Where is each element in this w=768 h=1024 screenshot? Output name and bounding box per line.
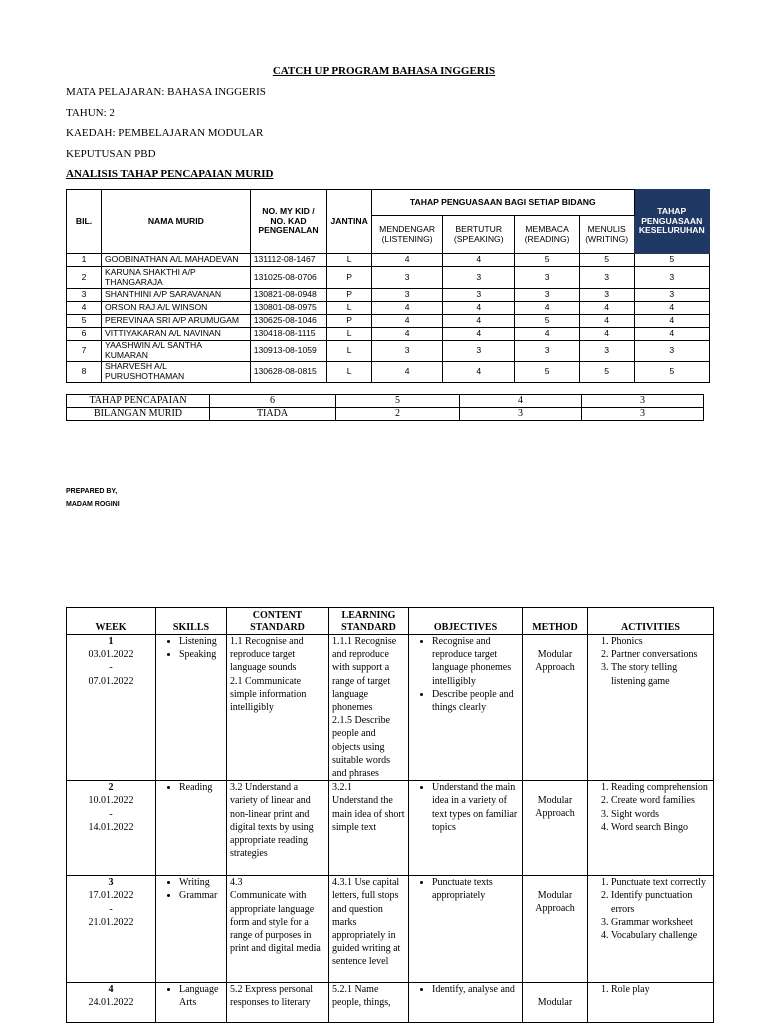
student-bil: 1	[67, 254, 102, 267]
skills-cell	[156, 635, 227, 781]
score-writing: 5	[579, 361, 634, 382]
score-listening: 4	[372, 302, 443, 315]
learning-standard-cell	[329, 635, 409, 781]
week-start-date: 24.01.2022	[88, 997, 134, 1009]
summary-cell: 3	[460, 408, 582, 421]
pbd-line: KEPUTUSAN PBD	[66, 148, 156, 160]
learning-standard-text: 1.1.1 Recognise and reproduce with support a range of target language phonemes	[332, 636, 397, 714]
score-writing: 3	[579, 267, 634, 289]
student-row	[67, 289, 710, 302]
content-standard-cell	[227, 781, 329, 876]
subject-line: MATA PELAJARAN: BAHASA INGGERIS	[66, 86, 266, 98]
activity-item: 3. Sight words	[611, 808, 710, 821]
content-standard-text: 2.1 Communicate simple information intelligibly	[230, 675, 307, 714]
score-overall: 4	[634, 315, 709, 328]
skills-list	[159, 781, 223, 794]
objectives-cell	[409, 781, 523, 876]
activities-cell	[588, 635, 714, 781]
score-overall: 4	[634, 328, 709, 341]
summary-cell: 4	[460, 395, 582, 408]
student-bil: 3	[67, 289, 102, 302]
week-date-separator: -	[109, 903, 113, 915]
learning-standard-text: 3.2.1	[332, 782, 352, 794]
activities-cell	[588, 781, 714, 876]
learning-standard-cell	[329, 781, 409, 876]
plan-header: ACTIVITIES	[588, 608, 714, 635]
skills-cell	[156, 983, 227, 1023]
method-cell	[523, 635, 588, 781]
learning-standard-text: 4.3.1 Use capital letters, full stops and question marks appropriately in guided writing at sentence level	[332, 877, 401, 968]
score-speaking: 3	[443, 267, 515, 289]
lesson-plan-table	[66, 607, 714, 1023]
header-writing: MENULIS (WRITING)	[579, 216, 634, 254]
activity-item: 1. Reading comprehension	[611, 781, 710, 794]
content-standard-text: 4.3	[230, 877, 243, 889]
student-bil: 4	[67, 302, 102, 315]
summary-cell: 5	[336, 395, 460, 408]
header-speaking: BERTUTUR (SPEAKING)	[443, 216, 515, 254]
skill-item: • Writing	[179, 876, 223, 889]
skill-item: • Grammar	[179, 889, 223, 902]
activities-cell	[588, 876, 714, 983]
student-row	[67, 267, 710, 289]
method-cell	[523, 876, 588, 983]
score-reading: 4	[515, 302, 580, 315]
header-bil: BIL.	[67, 190, 102, 254]
skills-cell	[156, 781, 227, 876]
content-standard-text: Communicate with appropriate language form and style for a range of purposes in print and digital media	[230, 890, 321, 955]
plan-header: OBJECTIVES	[409, 608, 523, 635]
score-reading: 3	[515, 289, 580, 302]
student-id: 130625-08-1046	[250, 315, 327, 328]
skill-item: • Speaking	[179, 648, 223, 661]
summary-cell: 3	[582, 395, 704, 408]
learning-standard-cell	[329, 876, 409, 983]
content-standard-cell	[227, 635, 329, 781]
score-speaking: 4	[443, 302, 515, 315]
content-standard-cell	[227, 876, 329, 983]
skill-item: • Language Arts	[179, 983, 223, 1009]
student-name: ORSON RAJ A/L WINSON	[101, 302, 250, 315]
student-gender: L	[327, 302, 372, 315]
content-standard-text: 1.1 Recognise and reproduce target language sounds	[230, 636, 304, 674]
objective-item: • Understand the main idea in a variety of text types on familiar topics	[432, 781, 519, 834]
score-writing: 3	[579, 289, 634, 302]
summary-label: TAHAP PENCAPAIAN	[67, 395, 210, 408]
objective-item: • Identify, analyse and	[432, 983, 519, 996]
score-reading: 5	[515, 315, 580, 328]
activities-list	[591, 781, 710, 834]
skills-cell	[156, 876, 227, 983]
score-listening: 4	[372, 315, 443, 328]
score-speaking: 3	[443, 341, 515, 362]
activity-item: 1. Punctuate text correctly	[611, 876, 710, 889]
week-start-date: 17.01.2022	[88, 890, 134, 902]
objectives-list	[412, 781, 519, 834]
content-standard-text: 3.2 Understand a variety of linear and non-linear print and digital texts by using appropriate reading strategies	[230, 782, 314, 860]
score-speaking: 4	[443, 254, 515, 267]
content-standard-text: 5.2 Express personal responses to literary	[230, 984, 314, 1009]
student-gender: L	[327, 328, 372, 341]
student-gender: L	[327, 254, 372, 267]
learning-standard-text: 2.1.5 Describe people and objects using suitable words and phrases	[332, 715, 391, 780]
student-id: 130418-08-1115	[250, 328, 327, 341]
week-start-date: 03.01.2022	[88, 649, 134, 661]
student-row	[67, 315, 710, 328]
plan-row	[67, 635, 714, 781]
header-overall: TAHAP PENGUASAAN KESELURUHAN	[634, 190, 709, 254]
student-row	[67, 341, 710, 362]
header-nama: NAMA MURID	[101, 190, 250, 254]
week-cell	[67, 635, 156, 781]
week-cell	[67, 876, 156, 983]
score-writing: 4	[579, 328, 634, 341]
prepared-by-label: PREPARED BY,	[66, 488, 118, 495]
week-cell	[67, 781, 156, 876]
student-id: 131112-08-1467	[250, 254, 327, 267]
week-cell	[67, 983, 156, 1023]
method-text: Modular Approach	[535, 649, 575, 674]
activities-list	[591, 983, 710, 996]
score-listening: 3	[372, 341, 443, 362]
student-name: SHANTHINI A/P SARAVANAN	[101, 289, 250, 302]
student-row	[67, 328, 710, 341]
student-gender: P	[327, 267, 372, 289]
score-speaking: 4	[443, 315, 515, 328]
year-line: TAHUN: 2	[66, 107, 115, 119]
method-line: KAEDAH: PEMBELAJARAN MODULAR	[66, 127, 264, 139]
score-writing: 5	[579, 254, 634, 267]
summary-cell: 6	[210, 395, 336, 408]
method-cell	[523, 983, 588, 1023]
student-id: 130913-08-1059	[250, 341, 327, 362]
learning-standard-text: Understand the main idea of short simple text	[332, 795, 405, 833]
student-gender: L	[327, 361, 372, 382]
objective-item: • Describe people and things clearly	[432, 688, 519, 714]
week-end-date: 07.01.2022	[88, 675, 134, 687]
summary-row	[67, 408, 704, 421]
score-overall: 3	[634, 267, 709, 289]
score-reading: 5	[515, 361, 580, 382]
plan-header: CONTENT STANDARD	[227, 608, 329, 635]
score-overall: 5	[634, 254, 709, 267]
student-bil: 2	[67, 267, 102, 289]
week-number: 3	[108, 877, 114, 889]
week-end-date: 21.01.2022	[88, 916, 134, 928]
summary-cell: TIADA	[210, 408, 336, 421]
student-name: KARUNA SHAKTHI A/P THANGARAJA	[101, 267, 250, 289]
week-number: 4	[108, 984, 114, 996]
score-reading: 3	[515, 267, 580, 289]
score-overall: 3	[634, 289, 709, 302]
week-number: 2	[108, 782, 114, 794]
plan-header: SKILLS	[156, 608, 227, 635]
activity-item: 4. Vocabulary challenge	[611, 929, 710, 942]
objective-item: • Punctuate texts appropriately	[432, 876, 519, 902]
score-overall: 5	[634, 361, 709, 382]
score-reading: 3	[515, 341, 580, 362]
score-listening: 3	[372, 289, 443, 302]
score-listening: 4	[372, 328, 443, 341]
summary-cell: 2	[336, 408, 460, 421]
plan-header: LEARNING STANDARD	[329, 608, 409, 635]
learning-standard-cell	[329, 983, 409, 1023]
activity-item: 1. Role play	[611, 983, 710, 996]
student-bil: 6	[67, 328, 102, 341]
activity-item: 3. Grammar worksheet	[611, 916, 710, 929]
student-id: 130628-08-0815	[250, 361, 327, 382]
objectives-list	[412, 983, 519, 996]
score-writing: 3	[579, 341, 634, 362]
plan-row	[67, 876, 714, 983]
score-listening: 4	[372, 361, 443, 382]
score-reading: 4	[515, 328, 580, 341]
activities-list	[591, 635, 710, 688]
method-cell	[523, 781, 588, 876]
activities-list	[591, 876, 710, 942]
plan-header: METHOD	[523, 608, 588, 635]
objectives-cell	[409, 876, 523, 983]
plan-row	[67, 781, 714, 876]
student-gender: P	[327, 289, 372, 302]
student-row	[67, 361, 710, 382]
summary-cell: 3	[582, 408, 704, 421]
student-name: YAASHWIN A/L SANTHA KUMARAN	[101, 341, 250, 362]
activity-item: 2. Identify punctuation errors	[611, 889, 710, 915]
objectives-list	[412, 635, 519, 714]
skill-item: • Reading	[179, 781, 223, 794]
plan-header: WEEK	[67, 608, 156, 635]
student-bil: 5	[67, 315, 102, 328]
method-text: Modular Approach	[535, 795, 575, 820]
document-title: CATCH UP PROGRAM BAHASA INGGERIS	[272, 65, 496, 77]
skill-item: • Listening	[179, 635, 223, 648]
student-row	[67, 302, 710, 315]
student-id: 130821-08-0948	[250, 289, 327, 302]
header-reading: MEMBACA (READING)	[515, 216, 580, 254]
activities-cell	[588, 983, 714, 1023]
skills-list	[159, 876, 223, 902]
objective-item: • Recognise and reproduce target language phonemes intelligibly	[432, 635, 519, 688]
student-name: PEREVINAA SRI A/P ARUMUGAM	[101, 315, 250, 328]
week-number: 1	[108, 636, 114, 647]
score-writing: 4	[579, 302, 634, 315]
activity-item: 2. Partner conversations	[611, 648, 710, 661]
header-jantina: JANTINA	[327, 190, 372, 254]
activity-item: 2. Create word families	[611, 794, 710, 807]
analysis-table	[66, 189, 710, 383]
method-text: Modular	[537, 997, 573, 1009]
student-id: 131025-08-0706	[250, 267, 327, 289]
summary-table	[66, 394, 704, 421]
content-standard-cell	[227, 983, 329, 1023]
summary-row	[67, 395, 704, 408]
score-speaking: 4	[443, 361, 515, 382]
prepared-by-name: MADAM ROGINI	[66, 501, 120, 508]
week-end-date: 14.01.2022	[88, 821, 134, 833]
student-bil: 7	[67, 341, 102, 362]
week-date-separator: -	[109, 808, 113, 820]
score-writing: 4	[579, 315, 634, 328]
score-overall: 4	[634, 302, 709, 315]
student-name: SHARVESH A/L PURUSHOTHAMAN	[101, 361, 250, 382]
skills-list	[159, 983, 223, 1009]
student-row	[67, 254, 710, 267]
summary-label: BILANGAN MURID	[67, 408, 210, 421]
analysis-heading: ANALISIS TAHAP PENCAPAIAN MURID	[66, 168, 274, 180]
week-date-separator: -	[109, 662, 113, 674]
activity-item: 1. Phonics	[611, 635, 710, 648]
score-listening: 4	[372, 254, 443, 267]
score-listening: 3	[372, 267, 443, 289]
student-name: GOOBINATHAN A/L MAHADEVAN	[101, 254, 250, 267]
objectives-list	[412, 876, 519, 902]
student-gender: L	[327, 341, 372, 362]
student-gender: P	[327, 315, 372, 328]
activity-item: 3. The story telling listening game	[611, 661, 710, 687]
student-bil: 8	[67, 361, 102, 382]
learning-standard-text: 5.2.1 Name people, things,	[332, 984, 391, 1009]
objectives-cell	[409, 635, 523, 781]
method-text: Modular Approach	[535, 890, 575, 915]
student-name: VITTIYAKARAN A/L NAVINAN	[101, 328, 250, 341]
score-speaking: 3	[443, 289, 515, 302]
activity-item: 4. Word search Bingo	[611, 821, 710, 834]
objectives-cell	[409, 983, 523, 1023]
skills-list	[159, 635, 223, 661]
week-start-date: 10.01.2022	[88, 795, 134, 807]
plan-row	[67, 983, 714, 1023]
score-speaking: 4	[443, 328, 515, 341]
score-overall: 3	[634, 341, 709, 362]
header-tahap-group: TAHAP PENGUASAAN BAGI SETIAP BIDANG	[372, 190, 634, 216]
score-reading: 5	[515, 254, 580, 267]
header-mykid: NO. MY KID / NO. KAD PENGENALAN	[250, 190, 327, 254]
student-id: 130801-08-0975	[250, 302, 327, 315]
header-listening: MENDENGAR (LISTENING)	[372, 216, 443, 254]
